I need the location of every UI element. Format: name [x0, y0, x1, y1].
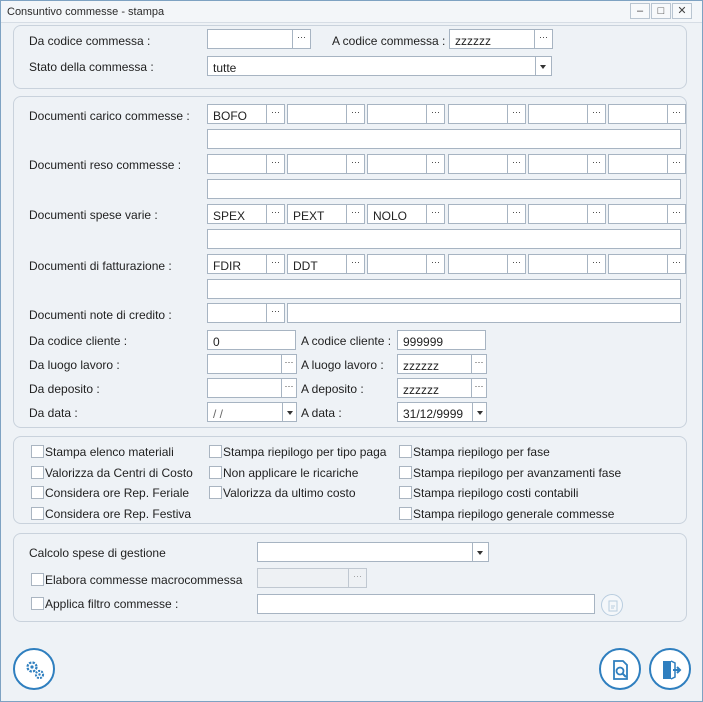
carico-lookup-button-1[interactable]: ··· — [267, 104, 285, 124]
spese-lookup-button-1[interactable]: ··· — [267, 204, 285, 224]
maximize-icon[interactable]: □ — [651, 3, 671, 19]
da-codice-commessa-label: Da codice commessa : — [29, 34, 151, 48]
option-checkbox-1-2[interactable] — [31, 466, 44, 479]
carico-code-input-3[interactable] — [367, 104, 427, 124]
a-luogo-input[interactable]: zzzzzz — [397, 354, 472, 374]
fatturazione-lookup-button-3[interactable]: ··· — [427, 254, 445, 274]
a-data-input[interactable]: 31/12/9999 — [397, 402, 473, 422]
da-cliente-label: Da codice cliente : — [29, 334, 128, 348]
option-label-1-3: Considera ore Rep. Feriale — [45, 486, 190, 500]
a-deposito-lookup-button[interactable]: ··· — [472, 378, 487, 398]
applica-filtro-checkbox[interactable] — [31, 597, 44, 610]
note-credito-label: Documenti note di credito : — [29, 308, 172, 322]
spese-code-input-5[interactable] — [528, 204, 588, 224]
filtro-commesse-input[interactable] — [257, 594, 595, 614]
option-checkbox-2-3[interactable] — [209, 486, 222, 499]
reso-lookup-button-2[interactable]: ··· — [347, 154, 365, 174]
option-checkbox-3-4[interactable] — [399, 507, 412, 520]
spese-lookup-button-2[interactable]: ··· — [347, 204, 365, 224]
da-cliente-input[interactable]: 0 — [207, 330, 296, 350]
option-label-3-3: Stampa riepilogo costi contabili — [413, 486, 579, 500]
calcolo-spese-dropdown-button[interactable] — [473, 542, 489, 562]
option-label-1-4: Considera ore Rep. Festiva — [45, 506, 192, 521]
fatturazione-lookup-button-2[interactable]: ··· — [347, 254, 365, 274]
a-data-dropdown-button[interactable] — [473, 402, 487, 422]
fatturazione-label: Documenti di fatturazione : — [29, 259, 172, 273]
print-preview-button[interactable] — [599, 648, 641, 690]
a-luogo-label: A luogo lavoro : — [301, 358, 384, 372]
option-label-2-3: Valorizza da ultimo costo — [223, 486, 356, 500]
option-checkbox-2-2[interactable] — [209, 466, 222, 479]
fatturazione-code-input-5[interactable] — [528, 254, 588, 274]
carico-code-input-6[interactable] — [608, 104, 668, 124]
carico-label: Documenti carico commesse : — [29, 109, 190, 123]
spese-lookup-button-4[interactable]: ··· — [508, 204, 526, 224]
da-luogo-input[interactable] — [207, 354, 282, 374]
option-label-3-2: Stampa riepilogo per avanzamenti fase — [413, 465, 622, 480]
reso-code-input-6[interactable] — [608, 154, 668, 174]
reso-lookup-button-6[interactable]: ··· — [668, 154, 686, 174]
window-title: Consuntivo commesse - stampa — [7, 6, 165, 18]
option-checkbox-1-1[interactable] — [31, 445, 44, 458]
note-credito-code-input[interactable] — [207, 303, 267, 323]
reso-code-input-1[interactable] — [207, 154, 267, 174]
reso-lookup-button-3[interactable]: ··· — [427, 154, 445, 174]
carico-lookup-button-6[interactable]: ··· — [668, 104, 686, 124]
a-deposito-input[interactable]: zzzzzz — [397, 378, 472, 398]
settings-button[interactable] — [13, 648, 55, 690]
carico-lookup-button-3[interactable]: ··· — [427, 104, 445, 124]
note-credito-lookup-button[interactable]: ··· — [267, 303, 285, 323]
reso-lookup-button-4[interactable]: ··· — [508, 154, 526, 174]
da-deposito-input[interactable] — [207, 378, 282, 398]
fatturazione-lookup-button-4[interactable]: ··· — [508, 254, 526, 274]
macrocommessa-lookup-button: ··· — [349, 568, 367, 588]
fatturazione-code-input-4[interactable] — [448, 254, 508, 274]
carico-code-input-1[interactable]: BOFO — [207, 104, 267, 124]
a-data-label: A data : — [301, 406, 342, 420]
spese-code-input-3[interactable]: NOLO — [367, 204, 427, 224]
carico-code-input-2[interactable] — [287, 104, 347, 124]
da-deposito-lookup-button[interactable]: ··· — [282, 378, 297, 398]
spese-code-input-2[interactable]: PEXT — [287, 204, 347, 224]
option-checkbox-3-1[interactable] — [399, 445, 412, 458]
stato-commessa-label: Stato della commessa : — [29, 60, 154, 74]
option-label-1-2: Valorizza da Centri di Costo — [45, 465, 193, 480]
da-deposito-label: Da deposito : — [29, 382, 100, 396]
da-luogo-label: Da luogo lavoro : — [29, 358, 120, 372]
carico-code-input-4[interactable] — [448, 104, 508, 124]
spese-code-input-6[interactable] — [608, 204, 668, 224]
carico-lookup-button-4[interactable]: ··· — [508, 104, 526, 124]
fatturazione-code-input-2[interactable]: DDT — [287, 254, 347, 274]
option-label-1-1: Stampa elenco materiali — [45, 445, 174, 459]
option-checkbox-1-3[interactable] — [31, 486, 44, 499]
spese-label: Documenti spese varie : — [29, 208, 158, 222]
reso-code-input-4[interactable] — [448, 154, 508, 174]
da-data-dropdown-button[interactable] — [283, 402, 297, 422]
reso-lookup-button-5[interactable]: ··· — [588, 154, 606, 174]
minimize-icon[interactable]: – — [630, 3, 650, 19]
stato-commessa-select[interactable]: tutte — [207, 56, 536, 76]
print-preview-icon — [610, 659, 632, 681]
spese-code-input-1[interactable]: SPEX — [207, 204, 267, 224]
close-icon[interactable]: ✕ — [672, 3, 692, 19]
option-checkbox-2-1[interactable] — [209, 445, 222, 458]
fatturazione-code-input-6[interactable] — [608, 254, 668, 274]
exit-button[interactable] — [649, 648, 691, 690]
fatturazione-lookup-button-5[interactable]: ··· — [588, 254, 606, 274]
macrocommessa-input — [257, 568, 349, 588]
exit-door-icon — [660, 659, 682, 681]
a-cliente-input[interactable]: 999999 — [397, 330, 486, 350]
elabora-macro-checkbox[interactable] — [31, 573, 44, 586]
stato-commessa-dropdown-button[interactable] — [536, 56, 552, 76]
option-label-3-4: Stampa riepilogo generale commesse — [413, 506, 615, 521]
reso-lookup-button-1[interactable]: ··· — [267, 154, 285, 174]
da-codice-commessa-lookup-button[interactable]: ··· — [293, 29, 311, 49]
carico-description-field — [207, 129, 681, 149]
filtro-edit-icon — [601, 594, 623, 616]
fatturazione-lookup-button-6[interactable]: ··· — [668, 254, 686, 274]
carico-code-input-5[interactable] — [528, 104, 588, 124]
elabora-macro-label: Elabora commesse macrocommessa — [45, 573, 243, 587]
calcolo-spese-select[interactable] — [257, 542, 473, 562]
a-codice-commessa-input[interactable]: zzzzzz — [449, 29, 535, 49]
a-deposito-label: A deposito : — [301, 382, 364, 396]
reso-description-field — [207, 179, 681, 199]
da-codice-commessa-input[interactable] — [207, 29, 293, 49]
reso-code-input-5[interactable] — [528, 154, 588, 174]
reso-code-input-2[interactable] — [287, 154, 347, 174]
gears-icon — [24, 659, 46, 681]
option-checkbox-3-3[interactable] — [399, 486, 412, 499]
reso-label: Documenti reso commesse : — [29, 158, 182, 172]
applica-filtro-label: Applica filtro commesse : — [45, 597, 179, 611]
note-credito-description-field — [287, 303, 681, 323]
a-luogo-lookup-button[interactable]: ··· — [472, 354, 487, 374]
reso-code-input-3[interactable] — [367, 154, 427, 174]
da-luogo-lookup-button[interactable]: ··· — [282, 354, 297, 374]
spese-lookup-button-5[interactable]: ··· — [588, 204, 606, 224]
carico-lookup-button-2[interactable]: ··· — [347, 104, 365, 124]
spese-lookup-button-6[interactable]: ··· — [668, 204, 686, 224]
a-codice-commessa-label: A codice commessa : — [332, 34, 446, 48]
option-label-2-1: Stampa riepilogo per tipo paga — [223, 445, 387, 459]
title-bar — [1, 1, 702, 23]
spese-description-field — [207, 229, 681, 249]
da-data-label: Da data : — [29, 406, 78, 420]
option-checkbox-1-4[interactable] — [31, 507, 44, 520]
fatturazione-description-field — [207, 279, 681, 299]
carico-lookup-button-5[interactable]: ··· — [588, 104, 606, 124]
option-checkbox-3-2[interactable] — [399, 466, 412, 479]
a-codice-commessa-lookup-button[interactable]: ··· — [535, 29, 553, 49]
a-cliente-label: A codice cliente : — [301, 334, 392, 348]
option-label-2-2: Non applicare le ricariche — [223, 465, 359, 480]
option-label-3-1: Stampa riepilogo per fase — [413, 445, 550, 459]
spese-code-input-4[interactable] — [448, 204, 508, 224]
fatturazione-lookup-button-1[interactable]: ··· — [267, 254, 285, 274]
da-data-input[interactable]: / / — [207, 402, 283, 422]
fatturazione-code-input-1[interactable]: FDIR — [207, 254, 267, 274]
spese-lookup-button-3[interactable]: ··· — [427, 204, 445, 224]
calcolo-spese-label: Calcolo spese di gestione — [29, 546, 166, 560]
fatturazione-code-input-3[interactable] — [367, 254, 427, 274]
